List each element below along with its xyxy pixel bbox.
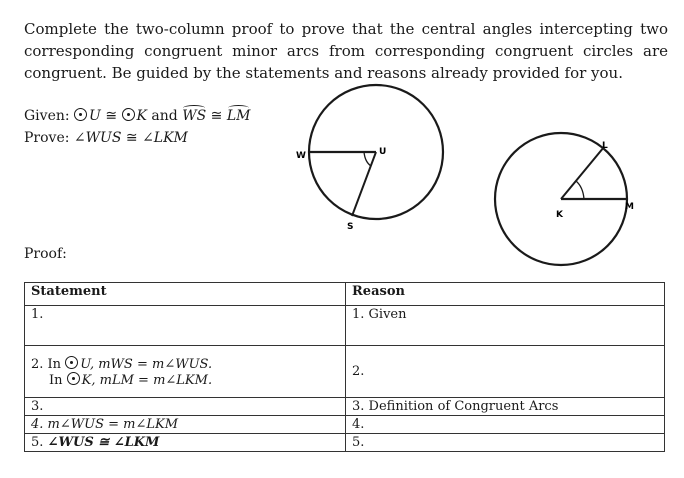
stmt-2b-math: mLM = m∠LKM. bbox=[99, 372, 213, 388]
table-row bbox=[25, 434, 665, 452]
prove-angle-2: ∠LKM bbox=[142, 130, 188, 146]
table-header-row bbox=[25, 283, 665, 306]
stmt-5-text: ∠WUS ≅ ∠LKM bbox=[47, 435, 160, 450]
reason-cell[interactable]: 2. bbox=[346, 346, 665, 398]
proof-label: Proof: bbox=[24, 246, 67, 262]
statement-cell[interactable]: 4. m∠WUS = m∠LKM bbox=[25, 416, 346, 434]
stmt-2a-prefix: 2. In bbox=[31, 356, 62, 372]
given-circle-2: K bbox=[136, 108, 147, 124]
statement-2a bbox=[31, 357, 212, 372]
radius-us bbox=[352, 152, 376, 216]
reason-cell[interactable]: 4. bbox=[346, 416, 665, 434]
label-k: K bbox=[556, 210, 563, 220]
congruent-symbol: ≅ bbox=[105, 108, 118, 124]
angle-lkm-arc bbox=[576, 181, 584, 199]
statement-cell[interactable]: 3. bbox=[25, 398, 346, 416]
table-row bbox=[25, 398, 665, 416]
stmt-2b-prefix: In bbox=[49, 372, 63, 388]
congruent-symbol: ≅ bbox=[125, 130, 138, 146]
prove-angle-1: ∠WUS bbox=[73, 130, 122, 146]
label-u: U bbox=[379, 147, 387, 157]
reason-cell[interactable]: 5. bbox=[346, 434, 665, 452]
given-circle-1: U bbox=[89, 108, 101, 124]
header-reason: Reason bbox=[346, 283, 665, 306]
circle-dot-icon bbox=[67, 372, 80, 385]
stmt-2a-math: mWS = m∠WUS. bbox=[98, 356, 213, 372]
reason-cell[interactable]: 3. Definition of Congruent Arcs bbox=[346, 398, 665, 416]
stmt-2b-circle: K, bbox=[81, 372, 96, 388]
given-arc-1: WS bbox=[182, 108, 207, 124]
stmt-5-num: 5. bbox=[31, 435, 44, 450]
given-arc-2: LM bbox=[226, 108, 251, 124]
angle-wus-arc bbox=[364, 152, 371, 166]
table-row bbox=[25, 306, 665, 346]
proof-table bbox=[24, 282, 665, 452]
statement-cell[interactable] bbox=[25, 434, 346, 452]
congruent-symbol: ≅ bbox=[210, 108, 223, 124]
circle-dot-icon bbox=[65, 356, 78, 369]
prove-label: Prove: bbox=[24, 130, 70, 146]
statement-cell[interactable] bbox=[25, 346, 346, 398]
reason-cell[interactable]: 1. Given bbox=[346, 306, 665, 346]
label-s: S bbox=[347, 222, 354, 232]
stmt-2a-circle: U, bbox=[80, 356, 95, 372]
and-word: and bbox=[151, 108, 178, 124]
statement-2b bbox=[31, 372, 339, 388]
label-l: L bbox=[602, 141, 608, 151]
header-statement: Statement bbox=[25, 283, 346, 306]
table-row bbox=[25, 346, 665, 398]
statement-cell[interactable]: 1. bbox=[25, 306, 346, 346]
instructions: Complete the two-column proof to prove that the central angles intercepting two corresponding congruent minor arcs from corresponding congruent circles are congruent. Be guided by the statements and reasons already provided for you. bbox=[24, 20, 668, 82]
table-row bbox=[25, 416, 665, 434]
label-w: W bbox=[296, 151, 306, 161]
label-m: M bbox=[625, 202, 634, 212]
given-label: Given: bbox=[24, 108, 70, 124]
